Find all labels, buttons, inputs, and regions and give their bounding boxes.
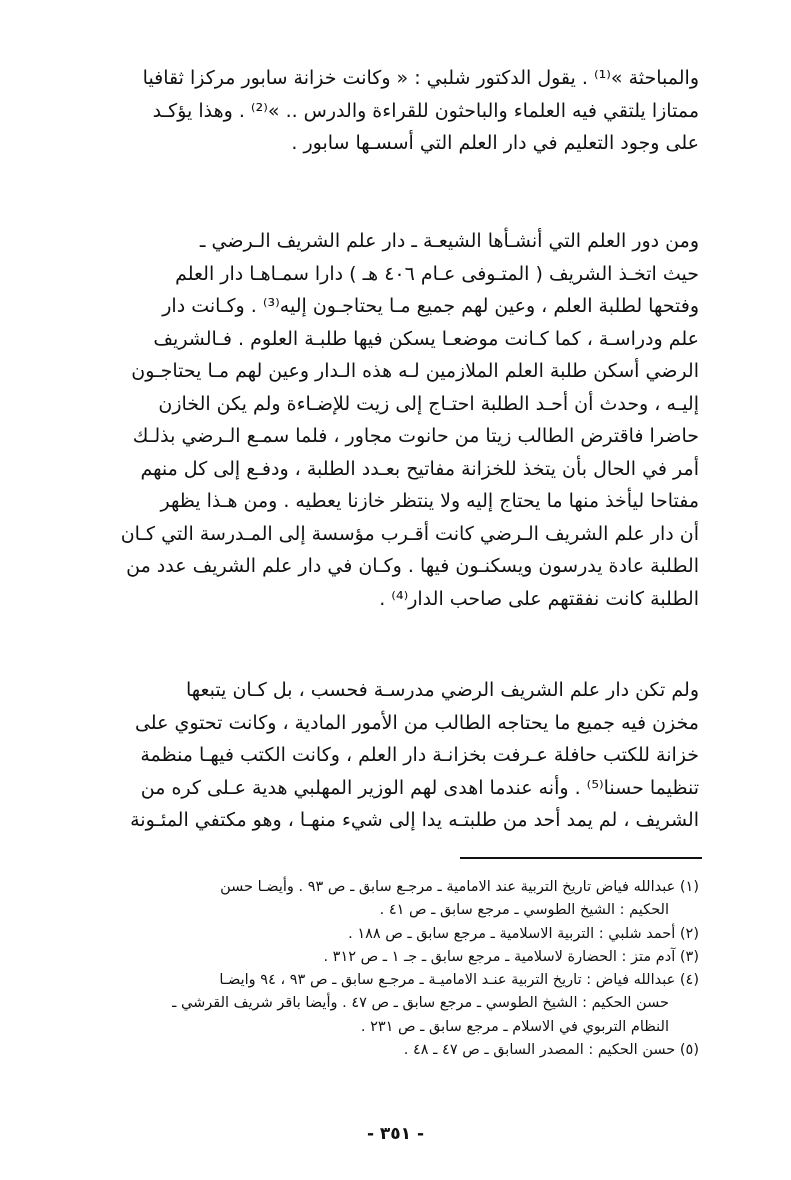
text-line: خزانة للكتب حافلة عـرفت بخزانـة دار العلم ، وكانت الكتب فيهـا منظمة [140, 744, 699, 766]
footnote-line: الحكيم : الشيخ الطوسي ـ مرجع سابق ـ ص ٤١ . [379, 902, 669, 919]
page-number: - ٣٥١ - [366, 1124, 425, 1144]
footnotes [87, 876, 699, 1062]
text-line: الرضي أسكن طلبة العلم الملازمين لـه هذه الـدار وعين لهم مـا يحتاجـون [131, 360, 699, 382]
text-line: مفتاحا ليأخذ منها ما يحتاج إليه ولا ينتظر خازنا يعطيه . ومن هـذا يظهر [160, 490, 699, 512]
text-line: وفتحها لطلبة العلم ، وعين لهم جميع مـا يحتاجـون إليه⁽³⁾ . وكـانت دار [162, 295, 699, 317]
text-line: علم ودراسـة ، كما كـانت موضعـا يسكن فيها طلبـة العلوم . فـالشريف [153, 327, 699, 350]
text-line: أمر في الحال بأن يتخذ للخزانة مفاتيح بعـدد الطلبة ، ودفـع إلى كل منهم [140, 457, 699, 480]
footnote-line: النظام التربوي في الاسلام ـ مرجع سابق ـ ص ٢٣١ . [360, 1018, 669, 1035]
footnote-separator [460, 857, 702, 859]
text-line: إليـه ، وحدث أن أحـد الطلبة احتـاج إلى زيت للإضـاءة ولم يكن الخازن [158, 392, 699, 415]
text-line: حيث اتخـذ الشريف ( المتـوفى عـام ٤٠٦ هـ ) دارا سمـاهـا دار العلم [175, 262, 699, 285]
text-line: الطلبة عادة يدرسون ويسكنـون فيها . وكـان في دار علم الشريف عدد من [126, 555, 699, 577]
text-line: ممتازا يلتقي فيه العلماء والباحثون للقراءة والدرس .. »⁽²⁾ . وهذا يؤكـد [152, 99, 699, 122]
text-line: ولم تكن دار علم الشريف الرضي مدرسـة فحسب ، بل كـان يتبعها [185, 679, 699, 701]
text-line: الطلبة كانت نفقتهم على صاحب الدار⁽⁴⁾ . [379, 587, 699, 610]
footnote-line: (٢) أحمد شلبي : التربية الاسلامية ـ مرجع سابق ـ ص ١٨٨ . [348, 925, 699, 942]
footnote-line: (٤) عبدالله فياض : تاريخ التربية عنـد الاماميـة ـ مرجـع سابق ـ ص ٩٣ ، ٩٤ وايضـا [219, 972, 699, 989]
footnote-line: (١) عبدالله فياض تاريخ التربية عند الامامية ـ مرجـع سابق ـ ص ٩٣ . وأيضـا حسن [220, 879, 699, 895]
text-line: حاضرا فاقترض الطالب زيتا من حانوت مجاور ، فلما سمـع الـرضي بذلـك [132, 425, 699, 447]
paragraph-2 [89, 225, 699, 615]
paragraph-1 [89, 62, 699, 160]
footnote-line: (٥) حسن الحكيم : المصدر السابق ـ ص ٤٧ ـ ٤٨ . [403, 1042, 699, 1059]
text-line: الشريف ، لم يمد أحد من طلبتـه يدا إلى شيء منهـا ، وهو مكتفي المئـونة [130, 809, 699, 831]
footnote-line: حسن الحكيم : الشيخ الطوسي ـ مرجع سابق ـ ص ٤٧ . وأيضا باقر شريف القرشي ـ [172, 995, 669, 1012]
text-line: ومن دور العلم التي أنشـأها الشيعـة ـ دار علم الشريف الـرضي ـ [199, 230, 699, 252]
footnote-line: (٣) آدم متز : الحضارة لاسلامية ـ مرجع سابق ـ جـ ١ ـ ص ٣١٢ . [323, 948, 699, 965]
text-line: تنظيما حسنا⁽⁵⁾ . وأنه عندما اهدى لهم الوزير المهلبي هدية عـلى كره من [140, 776, 699, 799]
text-line: والمباحثة »⁽¹⁾ . يقول الدكتور شلبي : « وكانت خزانة سابور مركزا ثقافيا [142, 67, 699, 89]
paragraph-3 [89, 674, 699, 837]
text-line: مخزن فيه جميع ما يحتاجه الطالب من الأمور المادية ، وكانت تحتوي على [134, 711, 699, 734]
text-line: على وجود التعليم في دار العلم التي أسسـها سابور . [291, 132, 699, 154]
text-line: أن دار علم الشريف الـرضي كانت أقـرب مؤسسة إلى المـدرسة التي كـان [120, 522, 699, 545]
